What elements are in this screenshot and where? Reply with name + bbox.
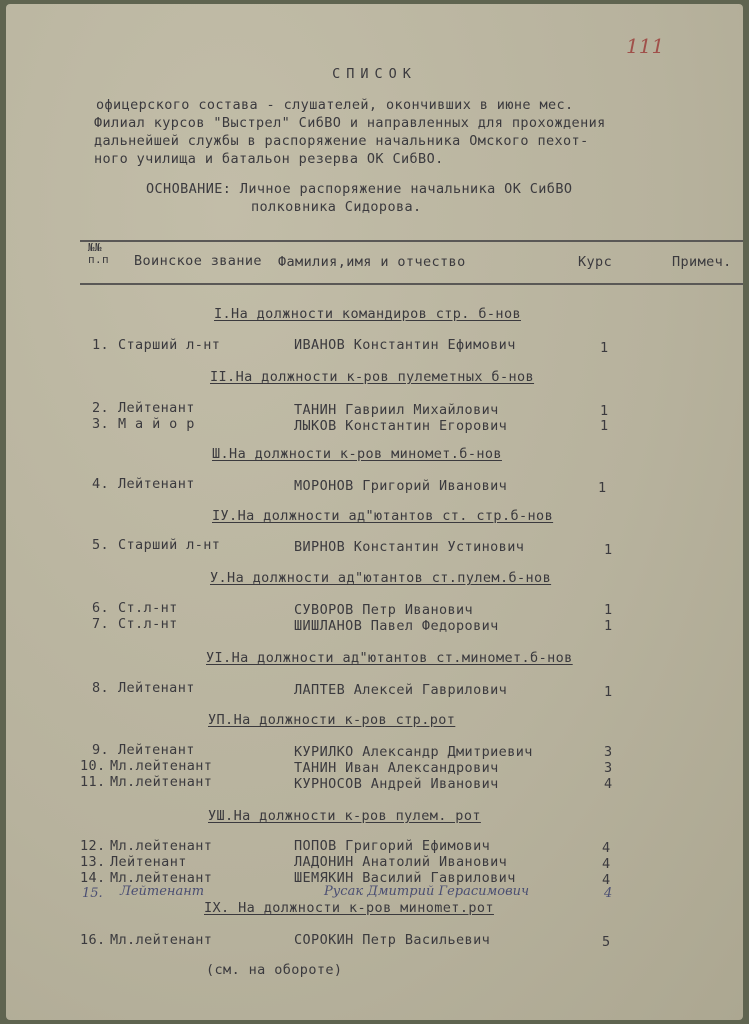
row-course: 4 [602,856,611,872]
row-rank: Мл.лейтенант [110,932,213,948]
row-name: КУРИЛКО Александр Дмитриевич [294,744,533,760]
row-name: СОРОКИН Петр Васильевич [294,932,491,948]
row-course: 1 [604,618,613,634]
handwritten-row-number: 15. [82,886,103,901]
row-rank: Лейтенант [118,680,195,696]
row-course: 3 [604,744,613,760]
row-name: МОРОНОВ Григорий Иванович [294,478,508,494]
row-rank: Лейтенант [110,854,187,870]
row-course: 5 [602,934,611,950]
row-rank: Старший л-нт [118,537,221,553]
row-course: 4 [602,872,611,888]
section-title: УШ.На должности к-ров пулем. рот [208,808,481,824]
intro-line-3: дальнейшей службы в распоряжение начальника Омского пехот- [94,133,589,149]
row-number: 1. [92,337,110,353]
row-name: ШИШЛАНОВ Павел Федорович [294,618,499,634]
section-title: У.На должности ад"ютантов ст.пулем.б-нов [210,570,552,586]
handwritten-row-rank: Лейтенант [120,884,205,899]
row-rank: Лейтенант [118,400,195,416]
row-name: ЛАДОНИН Анатолий Иванович [294,854,508,870]
row-course: 4 [602,840,611,856]
document-title: СПИСОК [332,66,417,82]
section-title: II.На должности к-ров пулеметных б-нов [210,369,535,385]
section-title: Ш.На должности к-ров миномет.б-нов [212,446,502,462]
row-rank: Лейтенант [118,742,195,758]
intro-line-1: офицерского состава - слушателей, окончивших в июне мес. [96,97,574,113]
handwritten-row-name: Русак Дмитрий Герасимович [324,884,530,899]
row-course: 1 [604,602,613,618]
row-name: ШЕМЯКИН Василий Гаврилович [294,870,516,886]
row-course: 1 [600,418,609,434]
corner-handwritten-mark: 111 [626,34,665,58]
section-title: IУ.На должности ад"ютантов ст. стр.б-нов [212,508,554,524]
header-num: №№ п.п [88,241,110,266]
intro-line-4: ного училища и батальон резерва ОК СибВО. [94,151,444,167]
row-rank: Мл.лейтенант [110,838,213,854]
row-number: 2. [92,400,110,416]
row-course: 1 [604,684,613,700]
row-name: ТАНИН Иван Александрович [294,760,499,776]
row-name: СУВОРОВ Петр Иванович [294,602,474,618]
row-number: 9. [92,742,110,758]
row-name: ЛАПТЕВ Алексей Гаврилович [294,682,508,698]
header-rank: Воинское звание [134,253,262,269]
basis-line-1: ОСНОВАНИЕ: Личное распоряжение начальника ОК СибВО [146,181,573,197]
header-bottom-rule [80,283,743,285]
row-course: 1 [600,340,609,356]
row-rank: Ст.л-нт [118,600,178,616]
row-course: 1 [598,480,607,496]
row-rank: Мл.лейтенант [110,758,213,774]
header-course: Курс [578,254,613,270]
header-note: Примеч. [672,254,732,270]
row-number: 10. [80,758,106,774]
section-title: УI.На должности ад"ютантов ст.миномет.б-нов [206,650,573,666]
row-rank: Лейтенант [118,476,195,492]
row-number: 13. [80,854,106,870]
row-number: 16. [80,932,106,948]
row-rank: Мл.лейтенант [110,870,213,886]
row-name: ЛЫКОВ Константин Егорович [294,418,508,434]
header-name: Фамилия,имя и отчество [278,254,466,270]
row-course: 4 [604,776,613,792]
section-title: IХ. На должности к-ров минomет.рот [204,900,494,916]
row-rank: Мл.лейтенант [110,774,213,790]
row-name: ТАНИН Гавриил Михайлович [294,402,499,418]
row-number: 6. [92,600,110,616]
row-rank: М а й о р [118,416,195,432]
header-top-rule [80,240,743,242]
row-rank: Старший л-нт [118,337,221,353]
footer-note: (см. на обороте) [206,962,343,978]
row-course: 1 [600,403,609,419]
row-number: 14. [80,870,106,886]
row-number: 12. [80,838,106,854]
row-name: ВИРНОВ Константин Устинович [294,539,525,555]
row-course: 3 [604,760,613,776]
row-course: 1 [604,542,613,558]
section-title: УП.На должности к-ров стр.рот [208,712,456,728]
row-number: 11. [80,774,106,790]
intro-line-2: Филиал курсов "Выстрел" СибВО и направленных для прохождения [94,115,606,131]
row-number: 7. [92,616,110,632]
document-page [6,4,743,1020]
row-rank: Ст.л-нт [118,616,178,632]
row-number: 5. [92,537,110,553]
section-title: I.На должности командиров стр. б-нов [214,306,521,322]
row-name: КУРНОСОВ Андрей Иванович [294,776,499,792]
row-number: 4. [92,476,110,492]
row-number: 3. [92,416,110,432]
row-name: ИВАНОВ Константин Ефимович [294,337,516,353]
row-number: 8. [92,680,110,696]
row-name: ПОПОВ Григорий Ефимович [294,838,491,854]
basis-line-2: полковника Сидорова. [251,199,422,215]
handwritten-row-course: 4 [604,886,613,901]
